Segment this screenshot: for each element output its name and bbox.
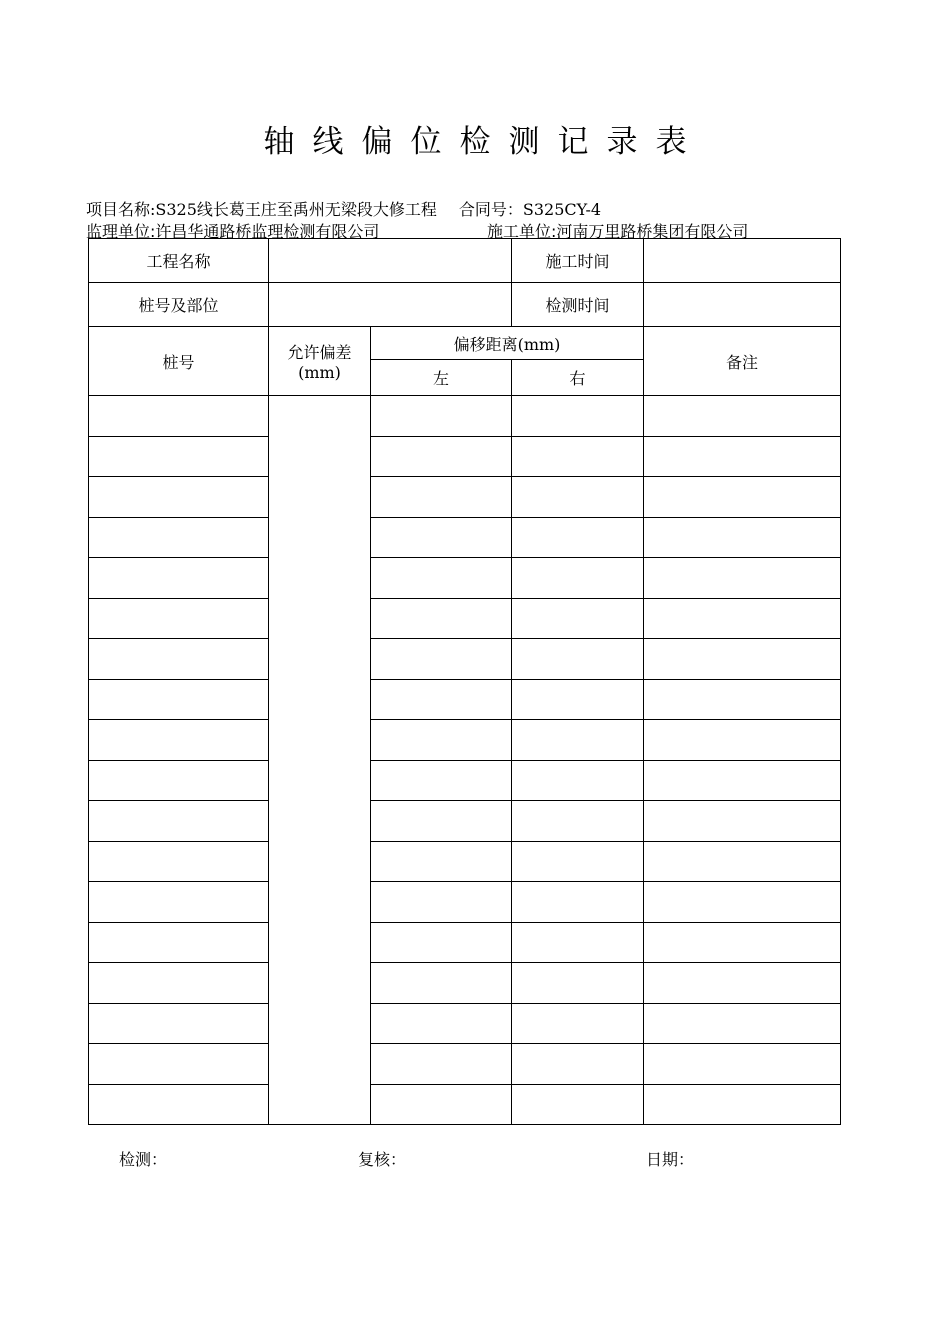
left-offset-cell[interactable]: [371, 598, 512, 639]
table-row: [89, 436, 841, 477]
pile-no-cell[interactable]: [89, 922, 269, 963]
right-header: 右: [512, 360, 644, 396]
remarks-cell[interactable]: [644, 477, 841, 518]
table-row: [89, 1084, 841, 1125]
right-offset-cell[interactable]: [512, 639, 644, 680]
right-offset-cell[interactable]: [512, 598, 644, 639]
pile-no-cell[interactable]: [89, 396, 269, 437]
right-offset-cell[interactable]: [512, 720, 644, 761]
table-row: [89, 922, 841, 963]
right-offset-cell[interactable]: [512, 760, 644, 801]
table-row: [89, 963, 841, 1004]
contract-number: 合同号：S325CY-4: [458, 200, 602, 219]
left-header: 左: [371, 360, 512, 396]
table-row: [89, 760, 841, 801]
right-offset-cell[interactable]: [512, 801, 644, 842]
remarks-cell[interactable]: [644, 841, 841, 882]
offset-distance-header: 偏移距离(mm): [371, 327, 644, 360]
right-offset-cell[interactable]: [512, 963, 644, 1004]
right-offset-cell[interactable]: [512, 1044, 644, 1085]
pile-no-cell[interactable]: [89, 639, 269, 680]
left-offset-cell[interactable]: [371, 477, 512, 518]
project-name: 项目名称:S325线长葛王庄至禹州无梁段大修工程: [86, 200, 437, 219]
supervisor-unit: 监理单位:许昌华通路桥监理检测有限公司: [86, 222, 380, 241]
allowed-deviation-cell[interactable]: [269, 396, 371, 1125]
record-table: [88, 238, 841, 1125]
engineering-name-label: 工程名称: [89, 239, 269, 283]
left-offset-cell[interactable]: [371, 922, 512, 963]
table-row: [89, 598, 841, 639]
left-offset-cell[interactable]: [371, 396, 512, 437]
left-offset-cell[interactable]: [371, 963, 512, 1004]
table-row: [89, 639, 841, 680]
page-title: 轴线偏位检测记录表: [263, 124, 705, 160]
right-offset-cell[interactable]: [512, 882, 644, 923]
remarks-cell[interactable]: [644, 963, 841, 1004]
table-row: [89, 1044, 841, 1085]
table-row: [89, 841, 841, 882]
right-offset-cell[interactable]: [512, 558, 644, 599]
pile-no-cell[interactable]: [89, 436, 269, 477]
right-offset-cell[interactable]: [512, 477, 644, 518]
right-offset-cell[interactable]: [512, 679, 644, 720]
remarks-cell[interactable]: [644, 598, 841, 639]
remarks-header: 备注: [644, 327, 841, 396]
construction-unit: 施工单位:河南万里路桥集团有限公司: [487, 222, 749, 241]
project-info-line: [86, 197, 601, 220]
right-offset-cell[interactable]: [512, 517, 644, 558]
remarks-cell[interactable]: [644, 922, 841, 963]
remarks-cell[interactable]: [644, 517, 841, 558]
inspection-time-label: 检测时间: [512, 283, 644, 327]
allowed-deviation-header: [269, 327, 371, 396]
remarks-cell[interactable]: [644, 1003, 841, 1044]
inspector-label: 检测：: [119, 1150, 168, 1169]
construction-time-label: 施工时间: [512, 239, 644, 283]
engineering-name-row: [89, 239, 841, 283]
pile-no-cell[interactable]: [89, 558, 269, 599]
table-row: [89, 882, 841, 923]
reviewer-label: 复核：: [358, 1150, 407, 1169]
right-offset-cell[interactable]: [512, 396, 644, 437]
allowed-deviation-label: 允许偏差: [287, 343, 352, 362]
left-offset-cell[interactable]: [371, 1003, 512, 1044]
left-offset-cell[interactable]: [371, 882, 512, 923]
right-offset-cell[interactable]: [512, 1084, 644, 1125]
remarks-cell[interactable]: [644, 436, 841, 477]
construction-time-value[interactable]: [644, 239, 841, 283]
pile-position-value[interactable]: [269, 283, 512, 327]
table-row: [89, 558, 841, 599]
date-label: 日期：: [646, 1150, 695, 1169]
table-row: [89, 720, 841, 761]
remarks-cell[interactable]: [644, 679, 841, 720]
table-row: [89, 801, 841, 842]
remarks-cell[interactable]: [644, 882, 841, 923]
remarks-cell[interactable]: [644, 1044, 841, 1085]
left-offset-cell[interactable]: [371, 841, 512, 882]
left-offset-cell[interactable]: [371, 1084, 512, 1125]
inspection-time-value[interactable]: [644, 283, 841, 327]
pile-no-cell[interactable]: [89, 598, 269, 639]
pile-no-cell[interactable]: [89, 517, 269, 558]
left-offset-cell[interactable]: [371, 679, 512, 720]
table-row: [89, 1003, 841, 1044]
right-offset-cell[interactable]: [512, 1003, 644, 1044]
pile-no-cell[interactable]: [89, 1044, 269, 1085]
remarks-cell[interactable]: [644, 760, 841, 801]
pile-position-row: [89, 283, 841, 327]
table-row: [89, 396, 841, 437]
pile-no-cell[interactable]: [89, 760, 269, 801]
allowed-deviation-unit: (mm): [298, 363, 341, 382]
left-offset-cell[interactable]: [371, 720, 512, 761]
pile-no-cell[interactable]: [89, 841, 269, 882]
remarks-cell[interactable]: [644, 396, 841, 437]
pile-no-cell[interactable]: [89, 882, 269, 923]
pile-no-cell[interactable]: [89, 1003, 269, 1044]
remarks-cell[interactable]: [644, 558, 841, 599]
pile-no-cell[interactable]: [89, 801, 269, 842]
left-offset-cell[interactable]: [371, 801, 512, 842]
pile-no-cell[interactable]: [89, 720, 269, 761]
pile-no-cell[interactable]: [89, 963, 269, 1004]
remarks-cell[interactable]: [644, 720, 841, 761]
pile-no-cell[interactable]: [89, 1084, 269, 1125]
right-offset-cell[interactable]: [512, 436, 644, 477]
pile-no-cell[interactable]: [89, 679, 269, 720]
left-offset-cell[interactable]: [371, 639, 512, 680]
right-offset-cell[interactable]: [512, 841, 644, 882]
engineering-name-value[interactable]: [269, 239, 512, 283]
table-row: [89, 477, 841, 518]
left-offset-cell[interactable]: [371, 1044, 512, 1085]
left-offset-cell[interactable]: [371, 760, 512, 801]
remarks-cell[interactable]: [644, 1084, 841, 1125]
table-row: [89, 679, 841, 720]
remarks-cell[interactable]: [644, 639, 841, 680]
pile-no-cell[interactable]: [89, 477, 269, 518]
pile-no-header: 桩号: [89, 327, 269, 396]
column-header-row: [89, 327, 841, 360]
left-offset-cell[interactable]: [371, 558, 512, 599]
table-row: [89, 517, 841, 558]
remarks-cell[interactable]: [644, 801, 841, 842]
right-offset-cell[interactable]: [512, 922, 644, 963]
left-offset-cell[interactable]: [371, 517, 512, 558]
left-offset-cell[interactable]: [371, 436, 512, 477]
pile-position-label: 桩号及部位: [89, 283, 269, 327]
